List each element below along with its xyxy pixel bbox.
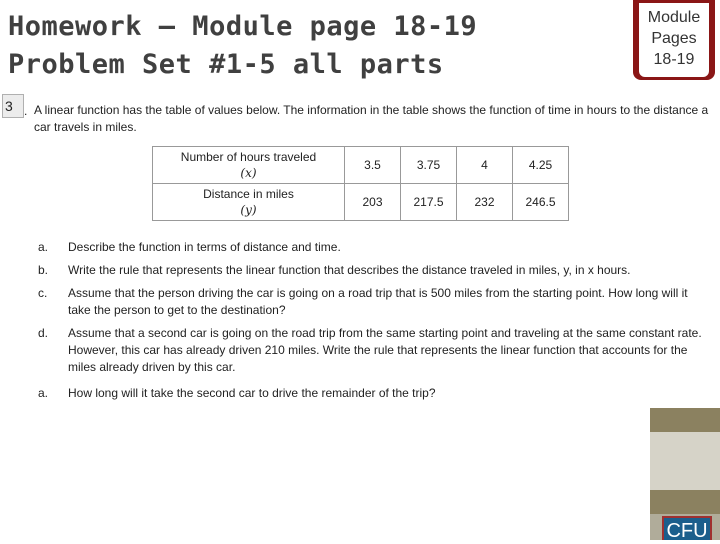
question-text: Describe the function in terms of distance and time.: [68, 240, 341, 254]
header-label: Distance in miles: [203, 187, 294, 201]
table-row-header-hours: [153, 147, 345, 184]
table-cell: 3.75: [401, 147, 457, 184]
table-cell: 246.5: [513, 184, 569, 221]
table-row: [153, 147, 569, 184]
title-line-1: Homework – Module page 18-19: [8, 11, 478, 42]
badge-line-1: Module: [647, 9, 701, 26]
table-row-header-distance: [153, 184, 345, 221]
problem-number-dot: .: [24, 104, 28, 118]
problem-intro: A linear function has the table of values below. The information in the table shows the function of time in hours to the distance a car travels in miles.: [34, 103, 709, 134]
page-title: [8, 8, 608, 84]
badge-line-2: Pages: [651, 30, 697, 47]
question-text: Assume that the person driving the car is going on a road trip that is 500 miles from the starting point. How long will it take the person to get to the destination?: [68, 286, 688, 317]
question-text: Write the rule that represents the linear function that describes the distance traveled in miles, y, in x hours.: [68, 263, 631, 277]
problem-number-box: 3: [2, 94, 24, 118]
header-variable: (x): [240, 166, 257, 180]
header-label: Number of hours traveled: [180, 150, 317, 164]
table-cell: 4.25: [513, 147, 569, 184]
question-text: How long will it take the second car to drive the remainder of the trip?: [68, 386, 436, 400]
table-row: [153, 184, 569, 221]
table-cell: 3.5: [345, 147, 401, 184]
side-decoration-band: [650, 490, 720, 514]
module-pages-badge: [633, 0, 715, 80]
problem-document: [24, 96, 720, 408]
table-cell: 217.5: [401, 184, 457, 221]
table-cell: 4: [457, 147, 513, 184]
title-line-2: Problem Set #1-5 all parts: [8, 49, 444, 80]
question-text: Assume that a second car is going on the road trip from the same starting point and traveling at the same constant rate. However, this car has already driven 210 miles. Write the rule that represents the linear function that accounts for the miles already driven by this car.: [68, 326, 702, 374]
question-letter: d.: [38, 326, 49, 340]
header-variable: (y): [240, 203, 257, 217]
question-letter: a.: [38, 240, 49, 254]
cfu-label: CFU: [662, 516, 712, 540]
badge-panel: [639, 3, 709, 77]
badge-line-3: 18-19: [653, 51, 695, 68]
values-table: [152, 146, 569, 221]
question-letter: b.: [38, 263, 49, 277]
table-cell: 203: [345, 184, 401, 221]
side-decoration-band: [650, 432, 720, 490]
table-cell: 232: [457, 184, 513, 221]
question-letter: c.: [38, 286, 48, 300]
side-decoration-band: [650, 406, 720, 432]
question-letter: a.: [38, 386, 49, 400]
